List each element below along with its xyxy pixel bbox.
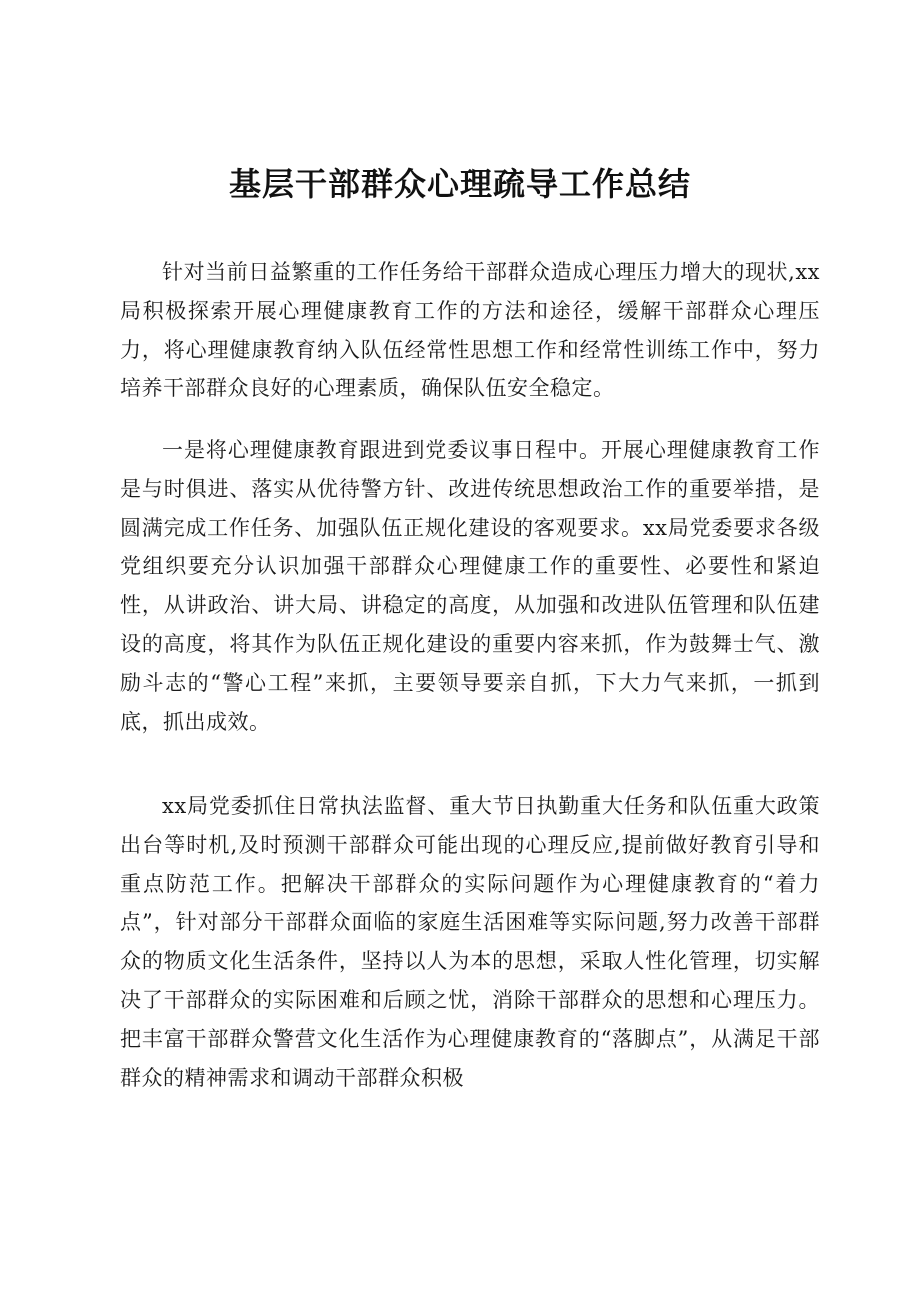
paragraph-container (120, 787, 820, 1097)
paragraph-party-agenda: 一是将心理健康教育跟进到党委议事日程中。开展心理健康教育工作是与时俱进、落实从优待警方针、改进传统思想政治工作的重要举措，是圆满完成工作任务、加强队伍正规化建设的客观要求。xx局党委要求各级党组织要充分认识加强干部群众心理健康工作的重要性、必要性和紧迫性，从讲政治、讲大局、讲稳定的高度，从加强和改进队伍管理和队伍建设的高度，将其作为队伍正规化建设的重要内容来抓，作为鼓舞士气、激励斗志的“警心工程”来抓，主要领导要亲自抓，下大力气来抓，一抓到底，抓出成效。 (120, 438, 820, 734)
document-title: 基层干部群众心理疏导工作总结 (228, 165, 691, 203)
paragraph-party-committee: xx局党委抓住日常执法监督、重大节日执勤重大任务和队伍重大政策出台等时机,及时预测干部群众可能出现的心理反应,提前做好教育引导和重点防范工作。把解决干部群众的实际问题作为心理健康教育的“着力点”，针对部分干部群众面临的家庭生活困难等实际问题,努力改善干部群众的物质文化生活条件，坚持以人为本的思想，采取人性化管理，切实解决了干部群众的实际困难和后顾之忧，消除干部群众的思想和心理压力。把丰富干部群众警营文化生活作为心理健康教育的“落脚点”，从满足干部群众的精神需求和调动干部群众积极 (120, 794, 820, 1090)
paragraph-container (120, 431, 820, 741)
paragraph-container (120, 253, 820, 408)
paragraph-intro: 针对当前日益繁重的工作任务给干部群众造成心理压力增大的现状,xx局积极探索开展心理健康教育工作的方法和途径，缓解干部群众心理压力，将心理健康教育纳入队伍经常性思想工作和经常性训练工作中，努力培养干部群众良好的心理素质，确保队伍安全稳定。 (120, 260, 820, 401)
